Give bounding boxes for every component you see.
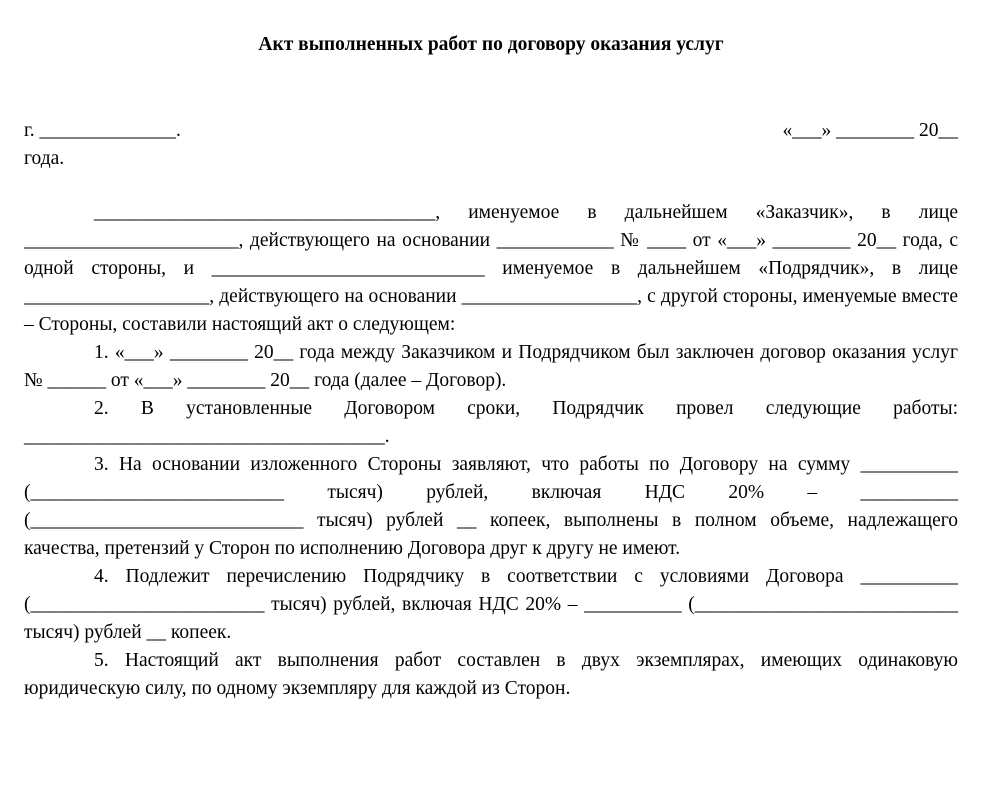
clause-3: 3. На основании изложенного Стороны заявляют, что работы по Договору на сумму __________ (__________________________ тысяч) рублей, включая НДС 20% – __________ (____________________________ тысяч) рублей __ копеек, выполнены в полном объеме, надлежащего качества, претензий у Сторон по исполнению Договора друг к другу не имеют.	[24, 454, 958, 559]
clause-1: 1. «___» ________ 20__ года между Заказчиком и Подрядчиком был заключен договор оказания услуг № ______ от «___» ________ 20__ года (далее – Договор).	[24, 342, 958, 391]
city-field: г. ______________.	[24, 120, 181, 141]
preamble-paragraph: ___________________________________, именуемое в дальнейшем «Заказчик», в лице ______________________, действующего на основании ____________ № ____ от «___» ________ 20__ года, с одной стороны, и ____________________________ именуемое в дальнейшем «Подрядчик», в лице ___________________, действующего на основании __________________, с другой стороны, именуемые вместе – Стороны, составили настоящий акт о следующем:	[24, 202, 958, 335]
clause-4: 4. Подлежит перечислению Подрядчику в соответствии с условиями Договора __________ (________________________ тысяч) рублей, включая НДС 20% – __________ (___________________________ тысяч) рублей __ копеек.	[24, 566, 958, 643]
clause-2: 2. В установленные Договором сроки, Подрядчик провел следующие работы: _____________________________________.	[24, 398, 958, 447]
clause-5: 5. Настоящий акт выполнения работ составлен в двух экземплярах, имеющих одинаковую юридическую силу, по одному экземпляру для каждой из Сторон.	[24, 650, 958, 699]
document-title: Акт выполненных работ по договору оказания услуг	[258, 34, 724, 55]
place-date-row	[24, 117, 958, 173]
year-suffix: года.	[24, 148, 65, 169]
document-body	[24, 199, 958, 703]
date-field: «___» ________ 20__	[782, 120, 958, 141]
